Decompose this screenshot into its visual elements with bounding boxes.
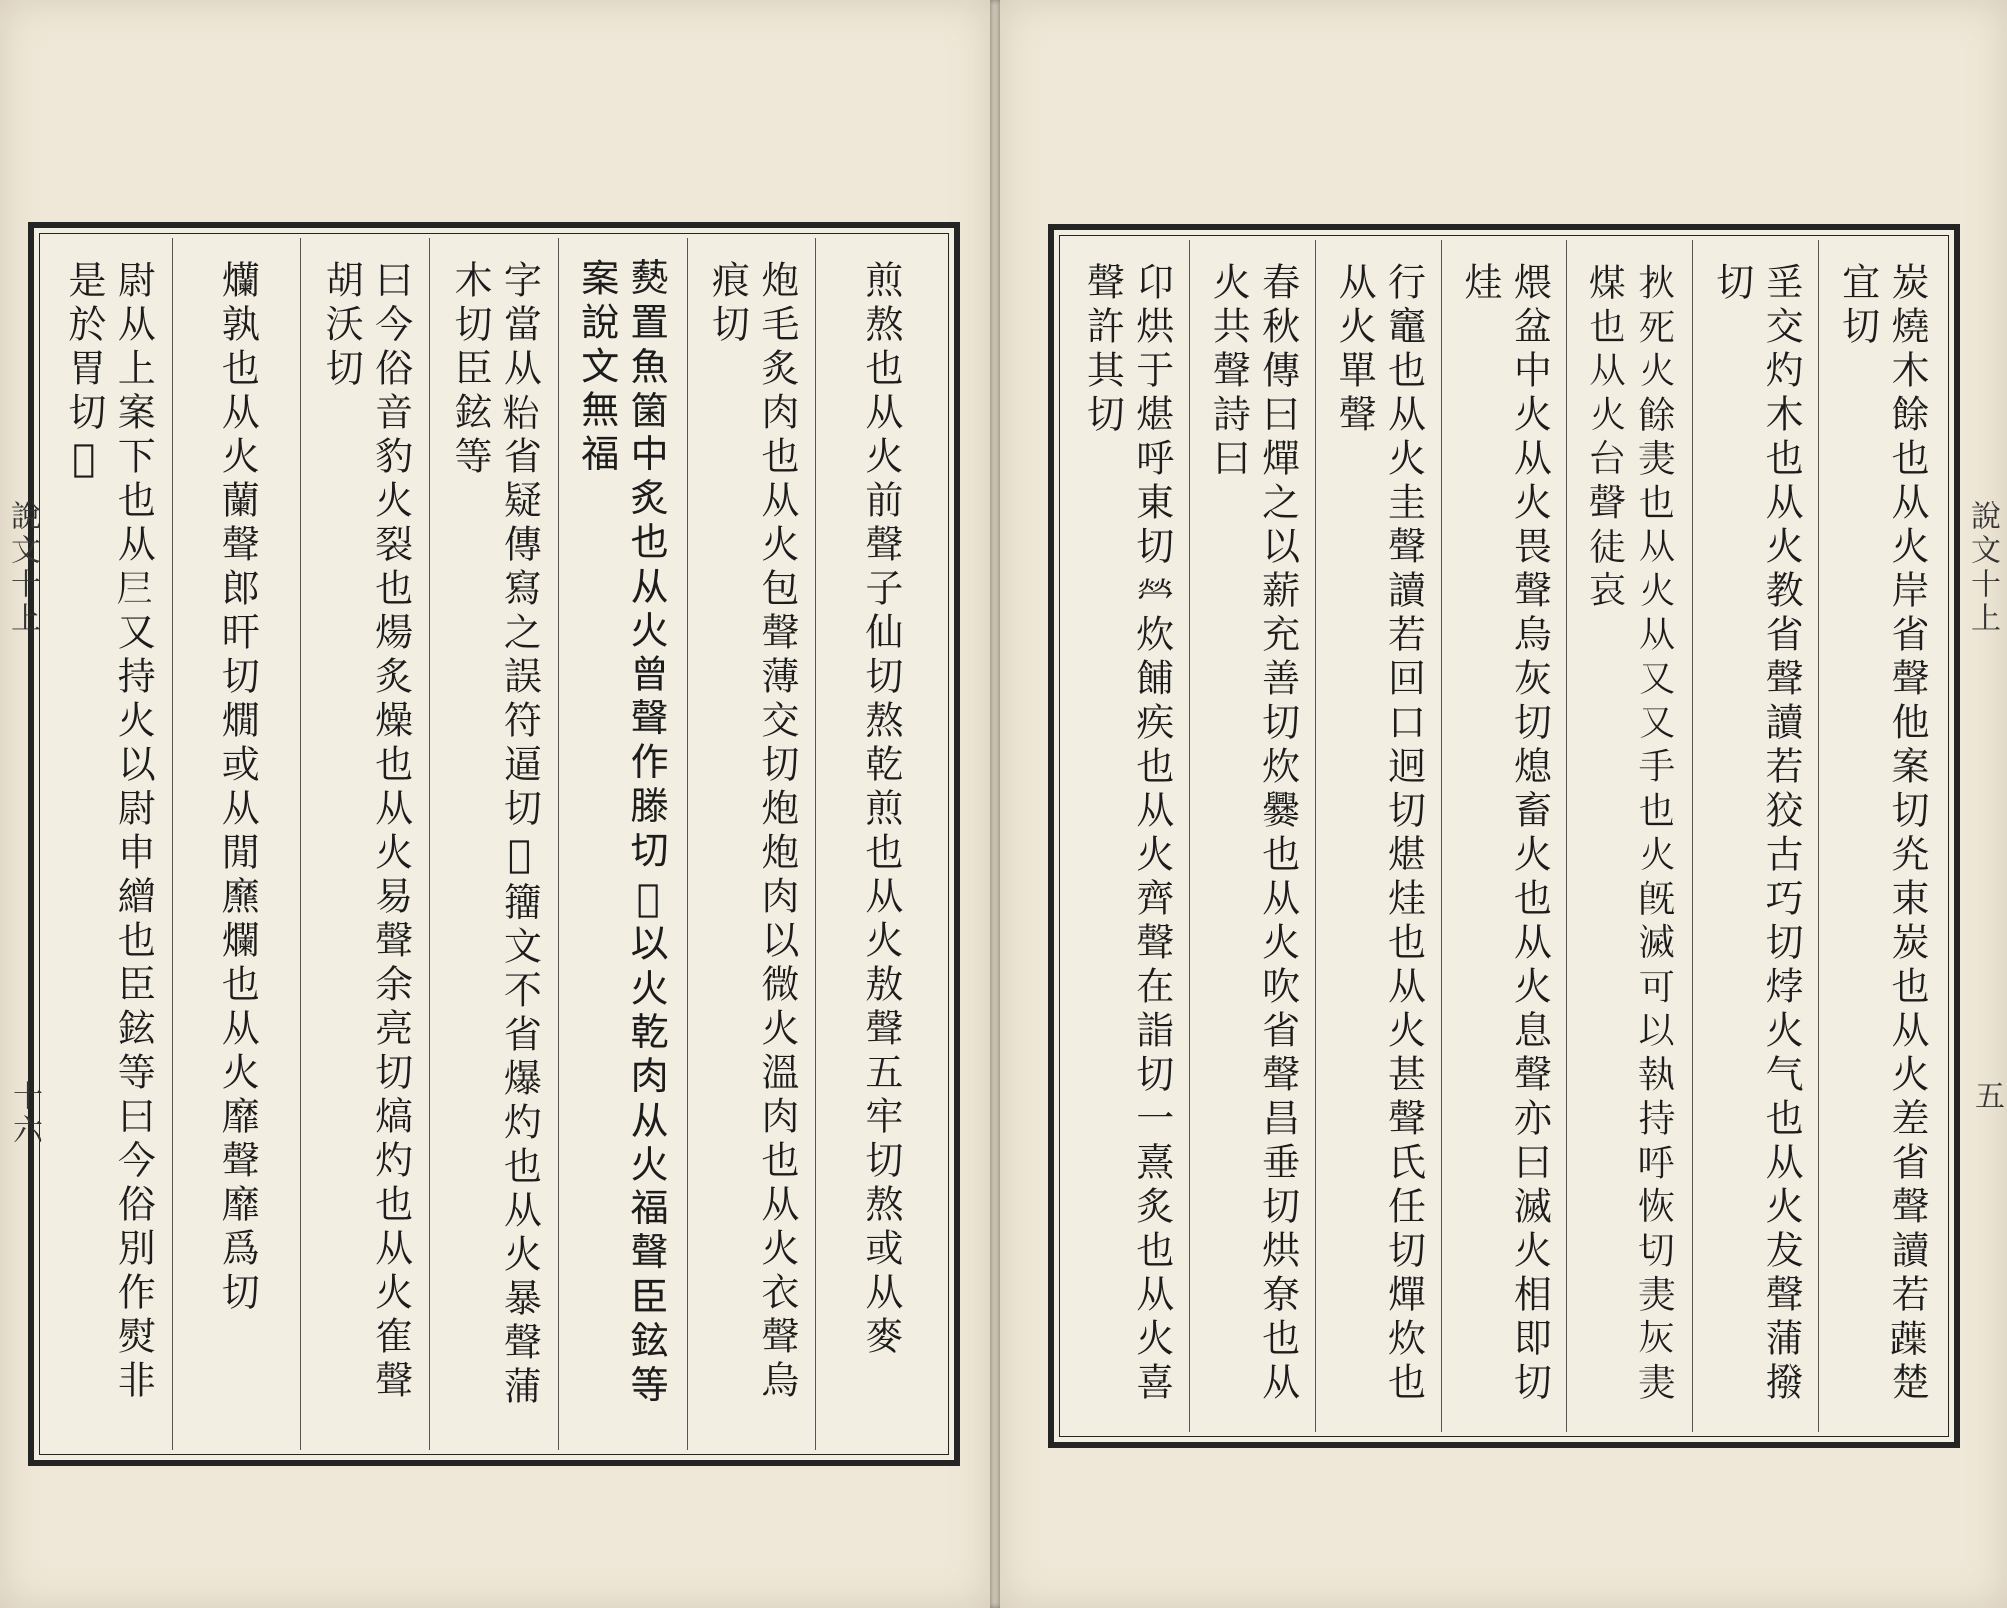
text-column	[172, 238, 301, 1450]
text-column	[300, 238, 429, 1450]
column-text: 炭燒木餘也从火岸省聲他案切㶢束炭也从火差省聲讀若𧀢楚宜切	[1835, 262, 1929, 1406]
text-column	[687, 238, 816, 1450]
text-column	[429, 238, 558, 1450]
text-column	[1692, 240, 1818, 1432]
column-text: 𤆎死火餘㶳也从火从又又手也火既滅可以執持呼恢切㶳灰㶳煤也从火台聲徒哀	[1583, 262, 1678, 1406]
right-page-columns	[1064, 240, 1944, 1432]
column-text: 卬烘于煁呼東切𤇾炊餔疾也从火齊聲在詣切一熹炙也从火喜聲許其切	[1080, 262, 1174, 1406]
column-text: 春秋傳曰燀之以薪充善切炊爨也从火吹省聲昌垂切烘尞也从火共聲詩曰	[1206, 262, 1300, 1406]
text-column	[44, 238, 172, 1450]
column-text: 煎熬也从火前聲子仙切熬乾煎也从火敖聲五牢切熬或从麥	[858, 260, 903, 1360]
right-folio-number: 五	[1969, 1080, 2004, 1114]
text-column	[1189, 240, 1315, 1432]
left-page-columns	[44, 238, 944, 1450]
text-column	[1315, 240, 1441, 1432]
right-page	[1000, 0, 2007, 1608]
column-text: 㸒交灼木也从火教省聲讀若狡古巧切㶿火气也从火犮聲蒲撥切	[1709, 262, 1804, 1406]
text-column	[1441, 240, 1567, 1432]
text-column	[558, 238, 687, 1450]
left-page	[0, 0, 990, 1608]
text-column	[1064, 240, 1189, 1432]
left-page-frame	[28, 222, 960, 1466]
column-text: 尉从上案下也从𡰥又持火以尉申繒也臣鉉等曰今俗別作熨非是於胃切𤎛	[61, 260, 156, 1404]
book-gutter	[990, 0, 1000, 1608]
left-margin-title: 說文十上	[5, 500, 40, 636]
left-folio-number: 十六	[7, 1080, 42, 1148]
text-column	[1818, 240, 1944, 1432]
text-column	[1566, 240, 1692, 1432]
column-text: 炮毛炙肉也从火包聲薄交切炮炮肉以微火溫肉也从火衣聲烏痕切	[705, 260, 799, 1404]
text-column	[815, 238, 944, 1450]
column-text: 煨盆中火从火畏聲烏灰切熄畜火也从火息聲亦曰滅火相即切烓	[1457, 262, 1552, 1406]
right-margin-title: 說文十上	[1965, 500, 2000, 636]
column-text: 𤑔置魚箘中炙也从火曾聲作滕切𤐤以火乾肉从火福聲臣鉉等案說文無福	[576, 260, 671, 1410]
column-text: 行竈也从火圭聲讀若回口迥切煁烓也从火甚聲氏任切燀炊也从火單聲	[1332, 262, 1426, 1406]
column-text: 曰今俗音豹火裂也煬炙燥也从火易聲余亮切熇灼也从火隺聲胡沃切	[319, 260, 413, 1404]
column-text: 字當从𥹋省疑傳寫之誤符逼切𤑕籒文不省爆灼也从火暴聲蒲木切臣鉉等	[447, 260, 542, 1410]
column-text: 爤孰也从火蘭聲郎旰切燗或从閒爢爛也从火靡聲靡爲切	[215, 260, 260, 1316]
right-page-frame	[1048, 224, 1960, 1448]
